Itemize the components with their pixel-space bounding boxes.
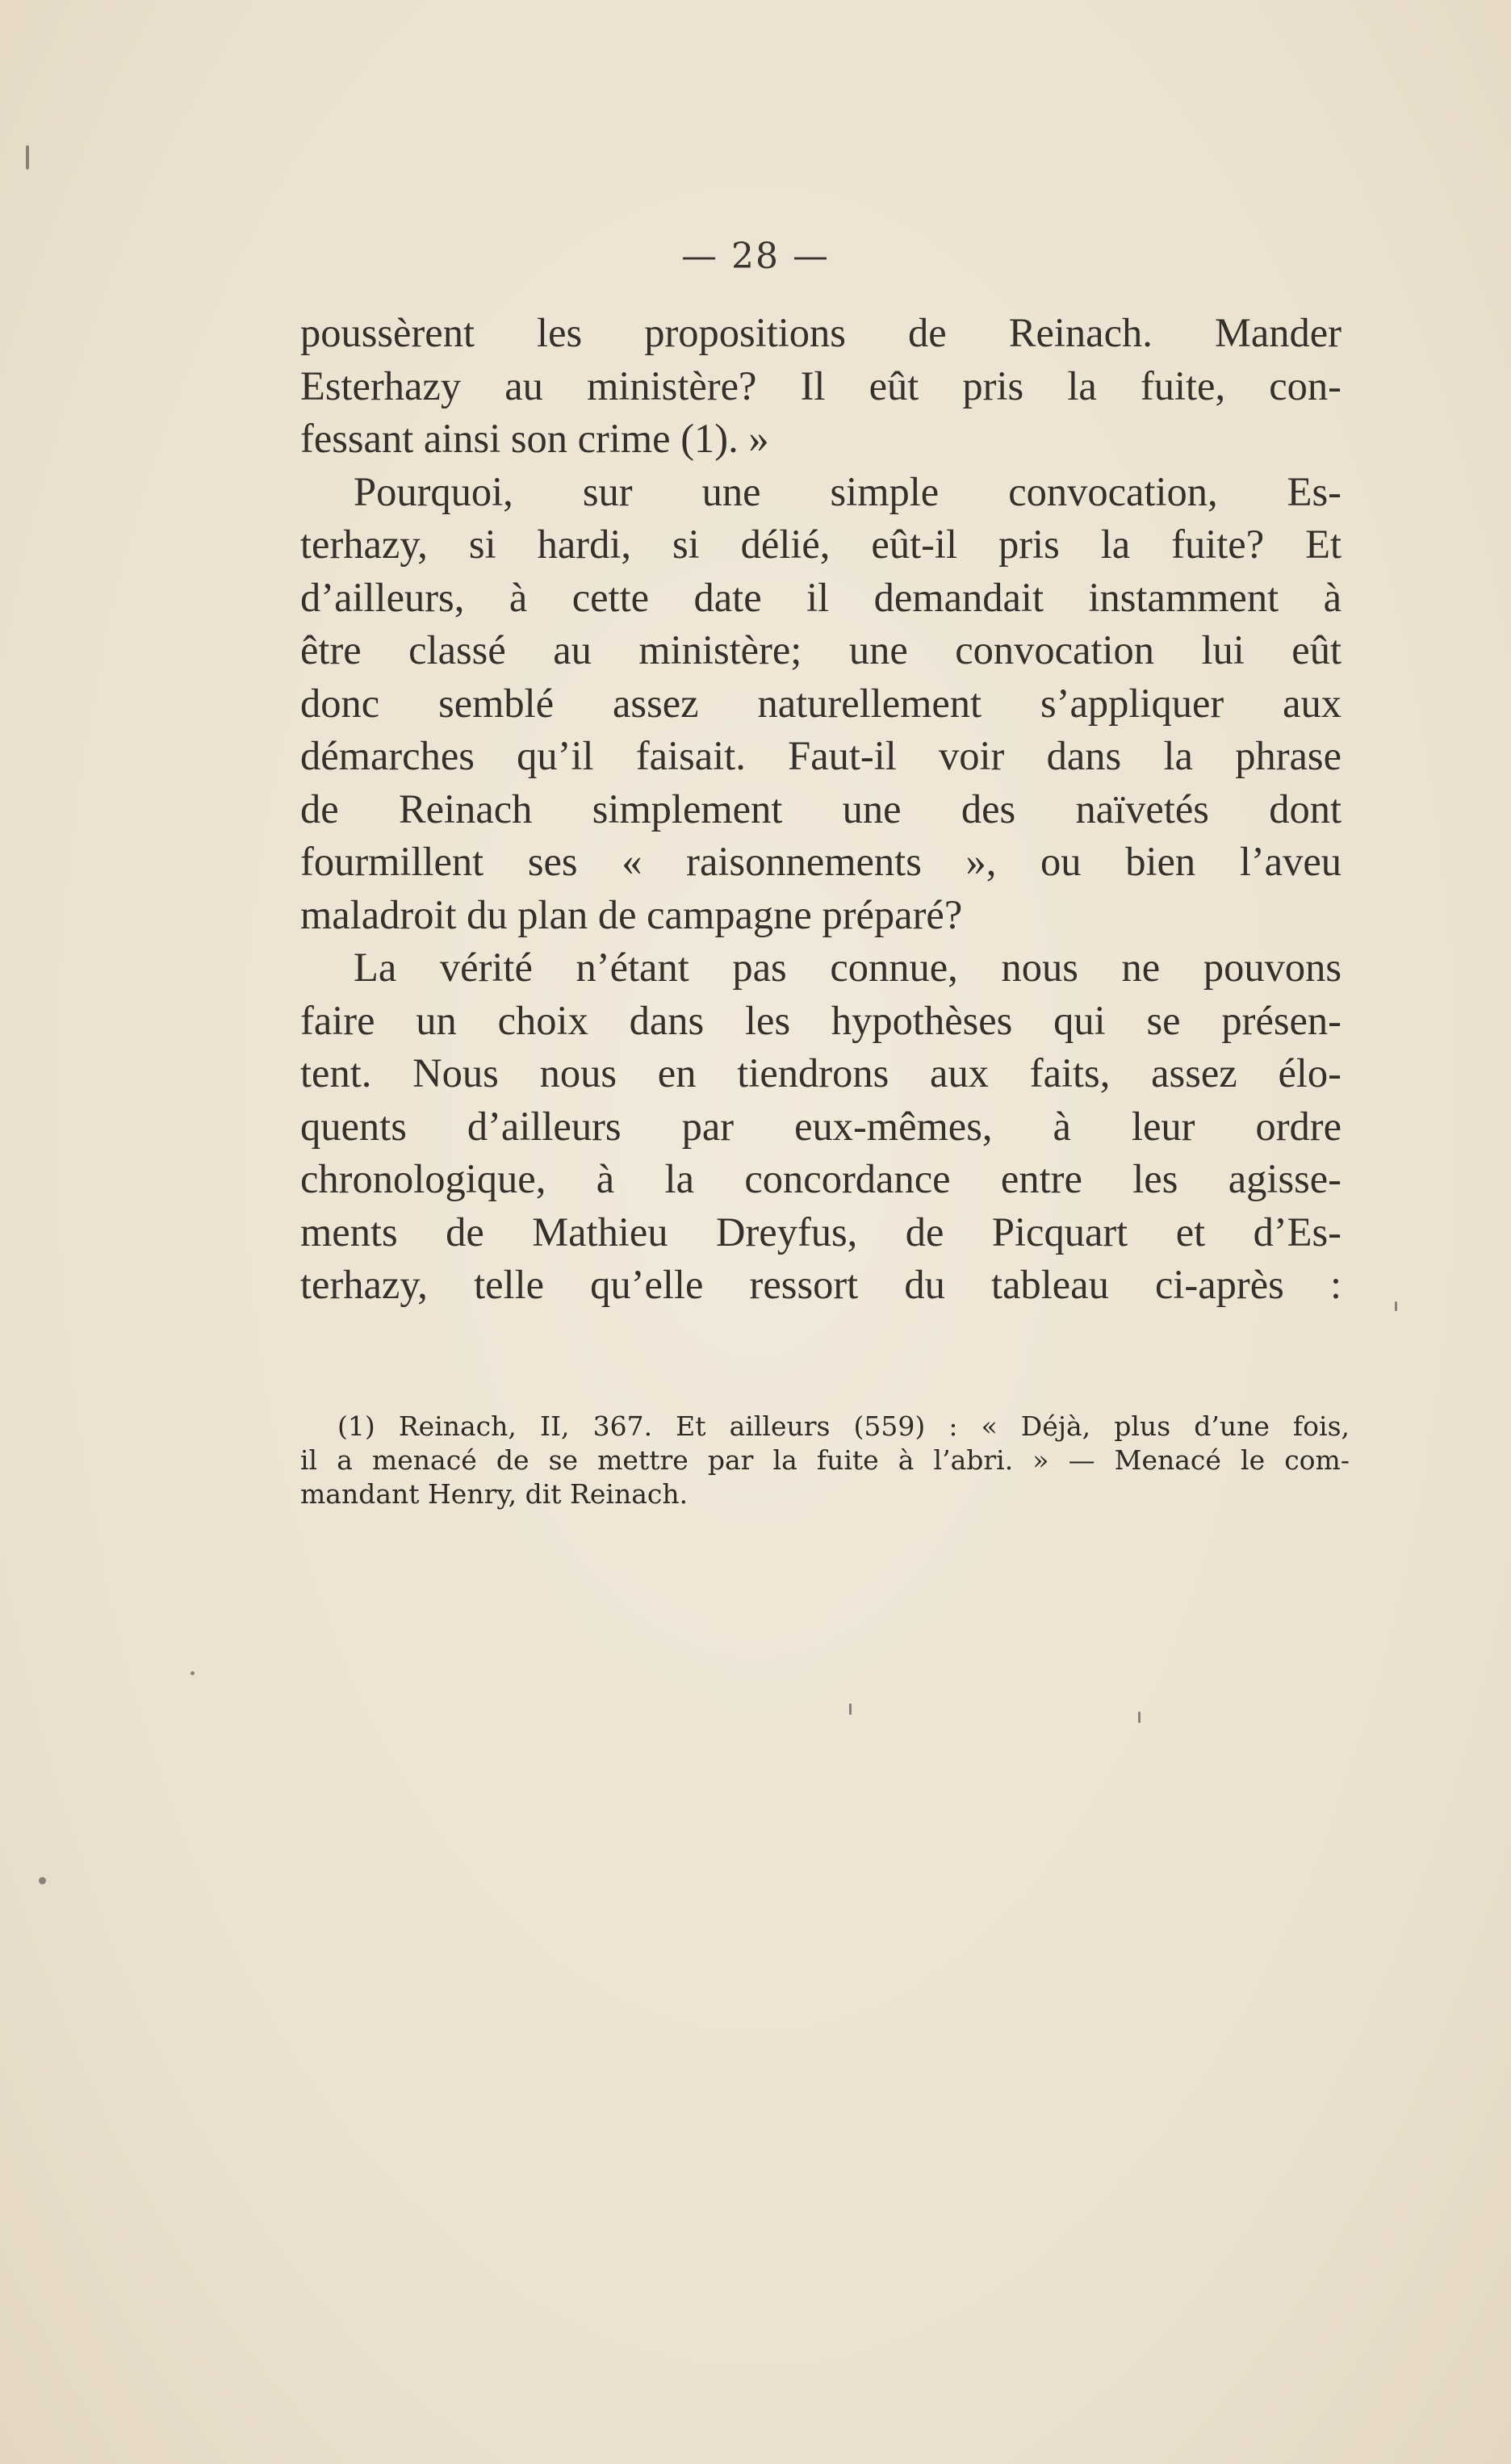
text-line: chronologique, à la concordance entre les agisse- [300,1156,1341,1201]
text-line: ments de Mathieu Dreyfus, de Picquart et d’Es- [300,1209,1341,1255]
text-line: être classé au ministère; une convocation lui eût [300,627,1341,673]
body-text [300,307,1341,1312]
text-line: poussèrent les propositions de Reinach. Mander [300,310,1341,355]
text-line: démarches qu’il faisait. Faut-il voir dans la phrase [300,733,1341,778]
text-line: terhazy, telle qu’elle ressort du tableau ci-après : [300,1262,1341,1307]
text-line: fessant ainsi son crime (1). » [300,416,769,461]
paper-speck [39,1877,46,1884]
text-line: La vérité n’étant pas connue, nous ne pouvons [354,945,1341,990]
text-line: faire un choix dans les hypothèses qui se présen- [300,997,1341,1043]
text-line: d’ailleurs, à cette date il demandait instamment à [300,574,1341,620]
text-line: de Reinach simplement une des naïvetés dont [300,786,1341,832]
paper-speck [1138,1712,1141,1723]
text-line: Pourquoi, sur une simple convocation, Es- [354,468,1341,514]
paper-speck [849,1703,852,1715]
text-line: donc semblé assez naturellement s’appliquer aux [300,680,1341,726]
paper-speck [190,1671,195,1675]
paper-speck [26,145,29,170]
text-line: Esterhazy au ministère? Il eût pris la fuite, con- [300,362,1341,409]
text-line: tent. Nous nous en tiendrons aux faits, assez élo- [300,1050,1341,1096]
footnote-line: mandant Henry, dit Reinach. [300,1478,689,1510]
footnote-line: (1) Reinach, II, 367. Et ailleurs (559) : « Déjà, plus d’une fois, [337,1410,1350,1442]
text-line: fourmillent ses « raisonnements », ou bien l’aveu [300,839,1341,884]
paper-speck [1395,1301,1397,1311]
footnote-line: il a menacé de se mettre par la fuite à l’abri. » — Menacé le com- [300,1444,1350,1476]
text-line: maladroit du plan de campagne préparé? [300,891,963,937]
page-number: — 28 — [681,236,830,277]
footnote [300,1410,1350,1511]
text-line: quents d’ailleurs par eux-mêmes, à leur ordre [300,1103,1341,1149]
text-line: terhazy, si hardi, si délié, eût-il pris la fuite? Et [300,522,1341,567]
